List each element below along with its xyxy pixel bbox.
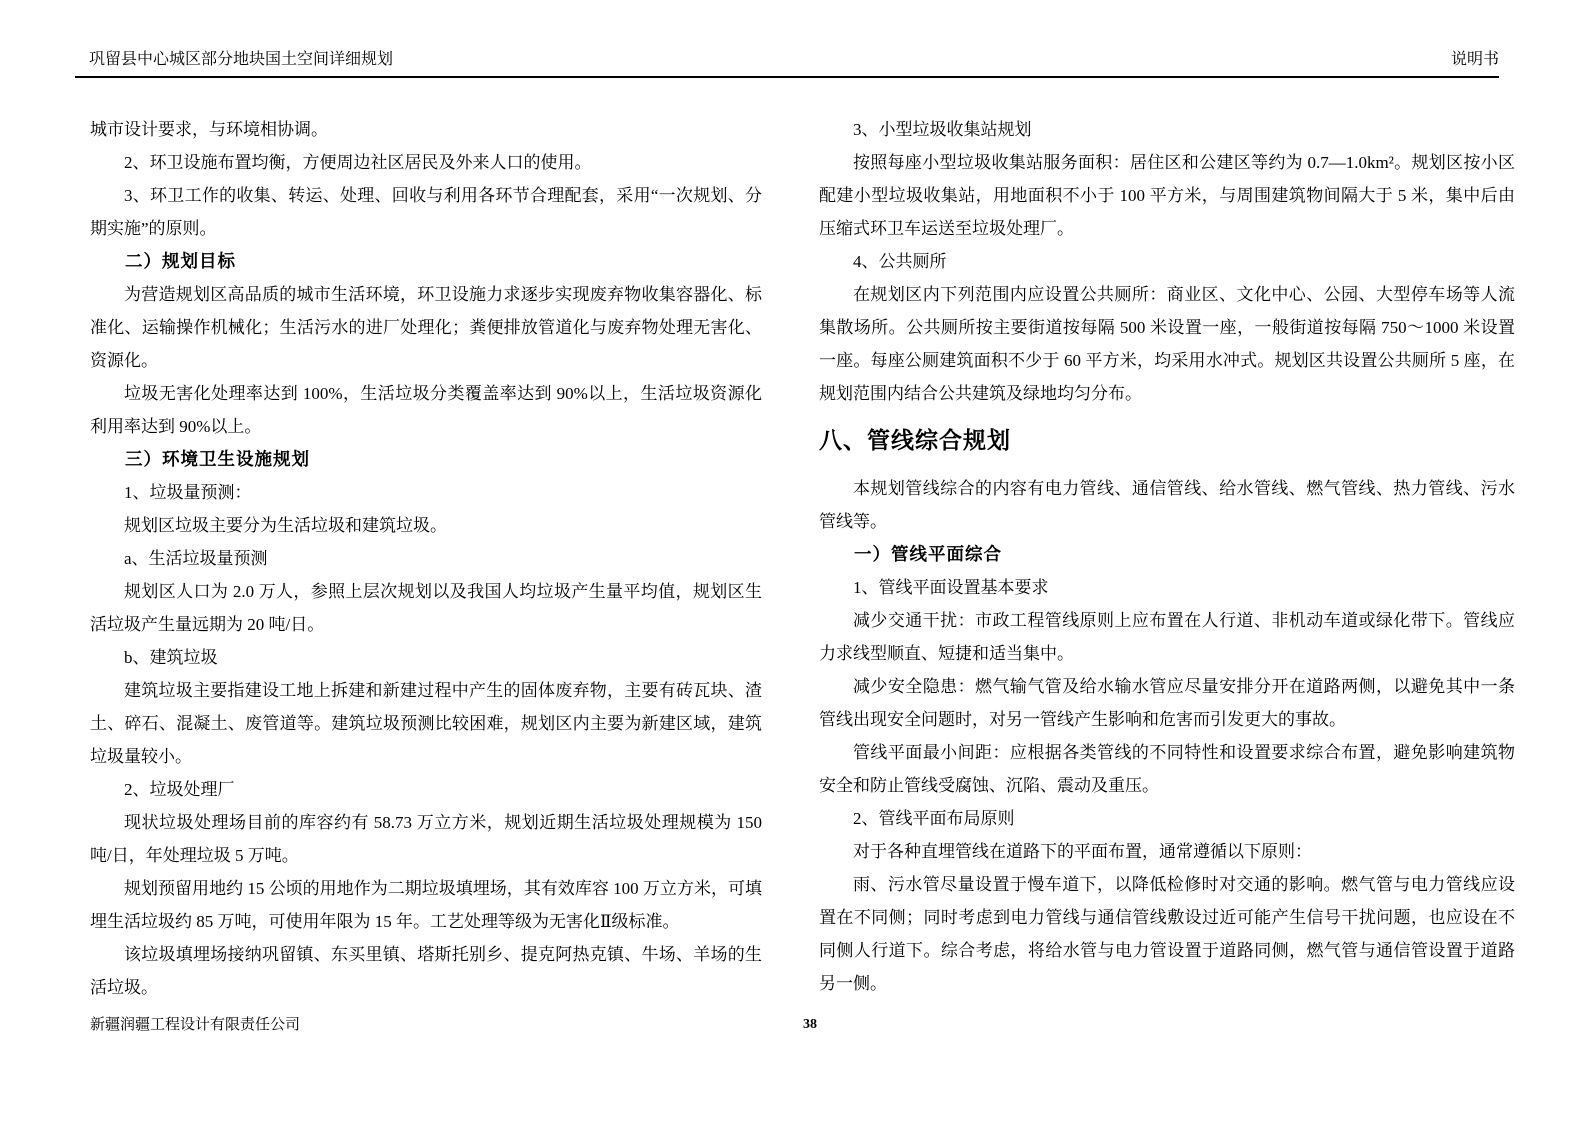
paragraph: 4、公共厕所 [853,252,947,271]
left-column [90,113,762,1004]
doc-subtitle: 说明书 [1450,51,1499,68]
paragraph: 本规划管线综合的内容有电力管线、通信管线、给水管线、燃气管线、热力管线、污水管线等。 [819,479,1515,531]
paragraph: 垃圾无害化处理率达到 100%，生活垃圾分类覆盖率达到 90%以上，生活垃圾资源化利用率达到 90%以上。 [90,384,762,436]
paragraph: 规划预留用地约 15 公顷的用地作为二期垃圾填埋场，其有效库容 100 万立方米，可填埋生活垃圾约 85 万吨，可使用年限为 15 年。工艺处理等级为无害化Ⅱ级标准。 [90,879,762,931]
header-row [75,50,1499,70]
paragraph: 3、小型垃圾收集站规划 [853,120,1032,139]
paragraph: 建筑垃圾主要指建设工地上拆建和新建过程中产生的固体废弃物，主要有砖瓦块、渣土、碎石、混凝土、废管道等。建筑垃圾预测比较困难，规划区内主要为新建区域，建筑垃圾量较小。 [90,681,762,766]
paragraph: 现状垃圾处理场目前的库容约有 58.73 万立方米，规划近期生活垃圾处理规模为 150 吨/日，年处理垃圾 5 万吨。 [90,813,762,865]
paragraph: 对于各种直埋管线在道路下的平面布置，通常遵循以下原则： [853,842,1312,861]
page-number: 38 [803,1017,817,1032]
company-name: 新疆润疆工程设计有限责任公司 [90,1017,301,1033]
paragraph: 规划区人口为 2.0 万人，参照上层次规划以及我国人均垃圾产生量平均值，规划区生活垃圾产生量远期为 20 吨/日。 [90,582,762,634]
paragraph: a、生活垃圾量预测 [124,549,268,568]
paragraph: 2、管线平面布局原则 [853,809,1015,828]
paragraph: 该垃圾填埋场接纳巩留镇、东买里镇、塔斯托别乡、提克阿热克镇、牛场、羊场的生活垃圾。 [90,945,762,997]
paragraph: 1、垃圾量预测： [124,483,252,502]
section-heading: 一）管线平面综合 [854,544,1002,564]
document-body [90,113,1515,1004]
paragraph: 为营造规划区高品质的城市生活环境，环卫设施力求逐步实现废弃物收集容器化、标准化、运输操作机械化；生活污水的进厂处理化；粪便排放管道化与废弃物处理无害化、资源化。 [90,285,762,370]
paragraph: 1、管线平面设置基本要求 [853,578,1049,597]
paragraph: 管线平面最小间距：应根据各类管线的不同特性和设置要求综合布置，避免影响建筑物安全和防止管线受腐蚀、沉陷、震动及重压。 [819,743,1515,795]
doc-title: 巩留县中心城区部分地块国土空间详细规划 [89,51,394,68]
page-header [75,50,1499,78]
paragraph: 在规划区内下列范围内应设置公共厕所：商业区、文化中心、公园、大型停车场等人流集散场所。公共厕所按主要街道按每隔 500 米设置一座，一般街道按每隔 750～1000 米设置一座。每座公厕建筑面积不少于 60 平方米，均采用水冲式。规划区共设置公共厕所 5 座，在规划范围内结合公共建筑及绿地均匀分布。 [819,285,1515,403]
chapter-heading: 八、管线综合规划 [819,427,1011,453]
paragraph: 2、垃圾处理厂 [124,780,235,799]
page-footer [90,1012,1530,1038]
section-heading: 三）环境卫生设施规划 [125,449,310,469]
paragraph: 城市设计要求，与环境相协调。 [90,120,328,139]
paragraph: 减少安全隐患：燃气输气管及给水输水管应尽量安排分开在道路两侧，以避免其中一条管线出现安全问题时，对另一管线产生影响和危害而引发更大的事故。 [819,677,1515,729]
paragraph: 2、环卫设施布置均衡，方便周边社区居民及外来人口的使用。 [124,153,592,172]
section-heading: 二）规划目标 [125,251,236,271]
right-column [819,113,1515,1004]
paragraph: 3、环卫工作的收集、转运、处理、回收与利用各环节合理配套，采用“一次规划、分期实施”的原则。 [90,186,762,238]
paragraph: 雨、污水管尽量设置于慢车道下，以降低检修时对交通的影响。燃气管与电力管线应设置在不同侧；同时考虑到电力管线与通信管线敷设过近可能产生信号干扰问题，也应设在不同侧人行道下。综合考虑，将给水管与电力管设置于道路同侧，燃气管与通信管设置于道路另一侧。 [819,875,1515,993]
paragraph: b、建筑垃圾 [124,648,218,667]
paragraph: 按照每座小型垃圾收集站服务面积：居住区和公建区等约为 0.7—1.0km²。规划区按小区配建小型垃圾收集站，用地面积不小于 100 平方米，与周围建筑物间隔大于 5 米，集中后由压缩式环卫车运送至垃圾处理厂。 [819,153,1515,238]
paragraph: 规划区垃圾主要分为生活垃圾和建筑垃圾。 [124,516,447,535]
paragraph: 减少交通干扰：市政工程管线原则上应布置在人行道、非机动车道或绿化带下。管线应力求线型顺直、短捷和适当集中。 [819,611,1515,663]
